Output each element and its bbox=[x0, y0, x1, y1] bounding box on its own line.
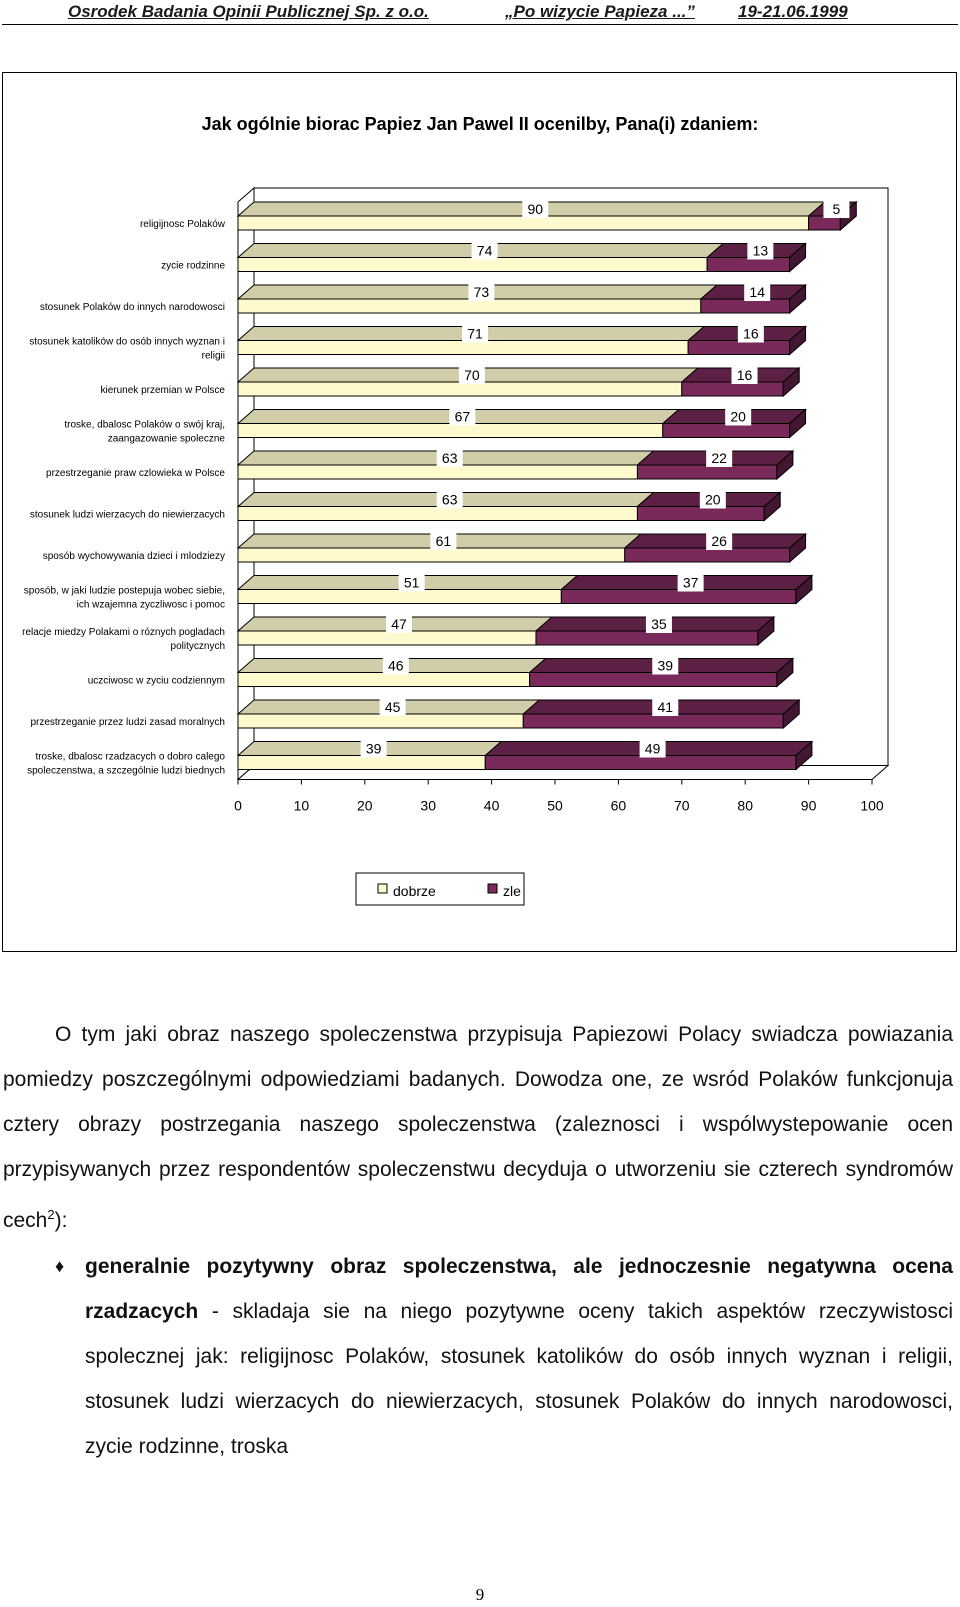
data-label-dobrze: 45 bbox=[384, 699, 401, 715]
data-label-dobrze: 74 bbox=[476, 242, 493, 259]
data-label-dobrze: 67 bbox=[454, 408, 471, 425]
x-tick-label: 60 bbox=[610, 797, 627, 814]
category-label: troske, dbalosc Polaków o swój kraj, zaangazowanie spoleczne bbox=[64, 419, 225, 445]
bar-zle bbox=[663, 424, 790, 438]
category-label: przestrzeganie praw czlowieka w Polsce bbox=[46, 468, 225, 479]
x-tick-label: 100 bbox=[860, 797, 884, 814]
header-report: „Po wizycie Papieza ...” bbox=[505, 2, 695, 21]
category-label: uczciwosc w zyciu codziennym bbox=[87, 675, 225, 687]
data-label-dobrze: 73 bbox=[473, 284, 490, 300]
x-tick-label: 70 bbox=[674, 797, 690, 814]
data-label-zle: 35 bbox=[651, 616, 667, 632]
category-label: kierunek przemian w Polsce bbox=[100, 385, 225, 396]
data-label-dobrze: 71 bbox=[467, 325, 483, 342]
data-label-zle: 20 bbox=[705, 491, 721, 508]
bar-zle bbox=[809, 216, 841, 230]
x-tick-label: 90 bbox=[800, 797, 817, 814]
para-text-b: ): bbox=[54, 1209, 68, 1232]
data-label-zle: 22 bbox=[711, 450, 727, 466]
bar-dobrze bbox=[238, 631, 536, 645]
bar-dobrze bbox=[238, 756, 485, 770]
body-text bbox=[3, 1012, 953, 1469]
x-tick-label: 20 bbox=[357, 797, 373, 814]
data-label-zle: 49 bbox=[644, 740, 661, 757]
data-label-dobrze: 39 bbox=[365, 740, 382, 757]
category-label: troske, dbalosc rzadzacych o dobro calego spoleczenstwa, a szczególnie ludzi biednych bbox=[27, 751, 225, 777]
data-label-dobrze: 51 bbox=[403, 574, 420, 591]
bar-dobrze bbox=[238, 258, 707, 272]
bar-dobrze bbox=[238, 216, 809, 230]
category-label: stosunek katolików do osób innych wyznan i religii bbox=[29, 336, 225, 362]
category-label: sposób, w jaki ludzie postepuja wobec siebie, ich wzajemna zyczliwosc i pomoc bbox=[23, 585, 225, 611]
data-label-zle: 41 bbox=[657, 699, 674, 715]
data-label-zle: 16 bbox=[736, 367, 753, 383]
bar-dobrze bbox=[238, 341, 688, 355]
bar-zle bbox=[637, 507, 764, 521]
bar-dobrze bbox=[238, 673, 530, 687]
bar-zle bbox=[701, 299, 790, 313]
data-label-zle: 26 bbox=[711, 533, 727, 549]
legend-label-zle: zle bbox=[503, 883, 521, 899]
header-date: 19-21.06.1999 bbox=[738, 2, 848, 21]
chart-side-wall bbox=[238, 188, 254, 780]
data-label-dobrze: 61 bbox=[435, 533, 452, 549]
data-label-zle: 20 bbox=[730, 408, 746, 425]
data-label-zle: 14 bbox=[749, 284, 765, 300]
bar-dobrze bbox=[238, 507, 637, 521]
bar-zle bbox=[523, 714, 783, 728]
x-tick-label: 40 bbox=[483, 797, 500, 814]
bullet-text: - skladaja sie na niego pozytywne oceny takich aspektów rzeczywistosci spolecznej jak: religijnosc Polaków, stosunek katolików do osób innych wyznan i religii, stosunek ludzi wierzacych do niewierzacych, stosunek Polaków do innych narodowosci, zycie rodzinne, troska bbox=[85, 1300, 953, 1458]
x-tick-label: 0 bbox=[234, 797, 242, 814]
bar-zle bbox=[536, 631, 758, 645]
legend-swatch-dobrze bbox=[378, 884, 387, 893]
x-tick-label: 30 bbox=[420, 797, 436, 814]
bar-zle bbox=[637, 465, 776, 479]
legend-swatch-zle bbox=[488, 884, 497, 893]
category-label: relacje miedzy Polakami o róznych pogladach politycznych bbox=[22, 627, 225, 652]
data-label-zle: 13 bbox=[752, 242, 769, 259]
category-label: stosunek Polaków do innych narodowosci bbox=[39, 302, 225, 313]
category-label: przestrzeganie przez ludzi zasad moralnych bbox=[30, 717, 225, 728]
bar-dobrze bbox=[238, 299, 701, 313]
paragraph bbox=[3, 1012, 953, 1243]
para-text-a: O tym jaki obraz naszego spoleczenstwa przypisuja Papiezowi Polacy swiadcza powiazania pomiedzy poszczególnymi odpowiedziami badanych. Dowodza one, ze wsród Polaków funkcjonuja cztery obrazy postrzegania naszego spoleczenstwa (zaleznosci i wspólwystepowanie ocen przypisywanych przez respondentów spoleczenstwu decyduja o utworzeniu sie czterech syndromów cech bbox=[3, 1023, 953, 1232]
bar-zle bbox=[530, 673, 777, 687]
header-org: Osrodek Badania Opinii Publicznej Sp. z o.o. bbox=[68, 2, 429, 21]
data-label-zle: 16 bbox=[743, 325, 759, 342]
bullet-item bbox=[3, 1244, 953, 1469]
data-label-dobrze: 63 bbox=[441, 450, 458, 466]
chart-title: Jak ogólnie biorac Papiez Jan Pawel II ocenilby, Pana(i) zdaniem: bbox=[201, 114, 759, 134]
legend-label-dobrze: dobrze bbox=[393, 883, 436, 899]
data-label-dobrze: 63 bbox=[441, 491, 458, 508]
data-label-dobrze: 70 bbox=[464, 367, 480, 383]
x-tick-label: 10 bbox=[293, 797, 310, 814]
data-label-zle: 39 bbox=[657, 657, 674, 674]
bar-zle bbox=[707, 258, 789, 272]
diamond-bullet-icon: ♦ bbox=[55, 1256, 65, 1276]
bar-zle bbox=[625, 548, 790, 562]
bar-dobrze bbox=[238, 424, 663, 438]
bar-zle bbox=[688, 341, 789, 355]
data-label-dobrze: 46 bbox=[388, 657, 404, 674]
data-label-dobrze: 47 bbox=[391, 616, 407, 632]
bar-dobrze bbox=[238, 548, 625, 562]
bar-zle bbox=[561, 590, 796, 604]
data-label-dobrze: 90 bbox=[527, 201, 544, 217]
bar-zle bbox=[485, 756, 796, 770]
bar-dobrze bbox=[238, 382, 682, 396]
bar-zle bbox=[682, 382, 783, 396]
data-label-zle: 5 bbox=[832, 201, 841, 217]
category-label: stosunek ludzi wierzacych do niewierzacych bbox=[29, 509, 225, 521]
page-number: 9 bbox=[475, 1585, 485, 1604]
category-label: religijnosc Polaków bbox=[139, 219, 225, 230]
footnote-ref: 2 bbox=[47, 1207, 55, 1222]
bar-dobrze bbox=[238, 590, 561, 604]
category-label: sposób wychowywania dzieci i mlodziezy bbox=[42, 551, 225, 562]
category-label: zycie rodzinne bbox=[161, 260, 225, 272]
bar-dobrze bbox=[238, 714, 523, 728]
x-tick-label: 50 bbox=[547, 797, 563, 814]
data-label-zle: 37 bbox=[682, 574, 699, 591]
bar-dobrze bbox=[238, 465, 637, 479]
bullet-bold-text: generalnie pozytywny obraz spoleczenstwa, ale jednoczesnie negatywna ocena rzadzacych bbox=[85, 1255, 953, 1323]
x-tick-label: 80 bbox=[737, 797, 753, 814]
